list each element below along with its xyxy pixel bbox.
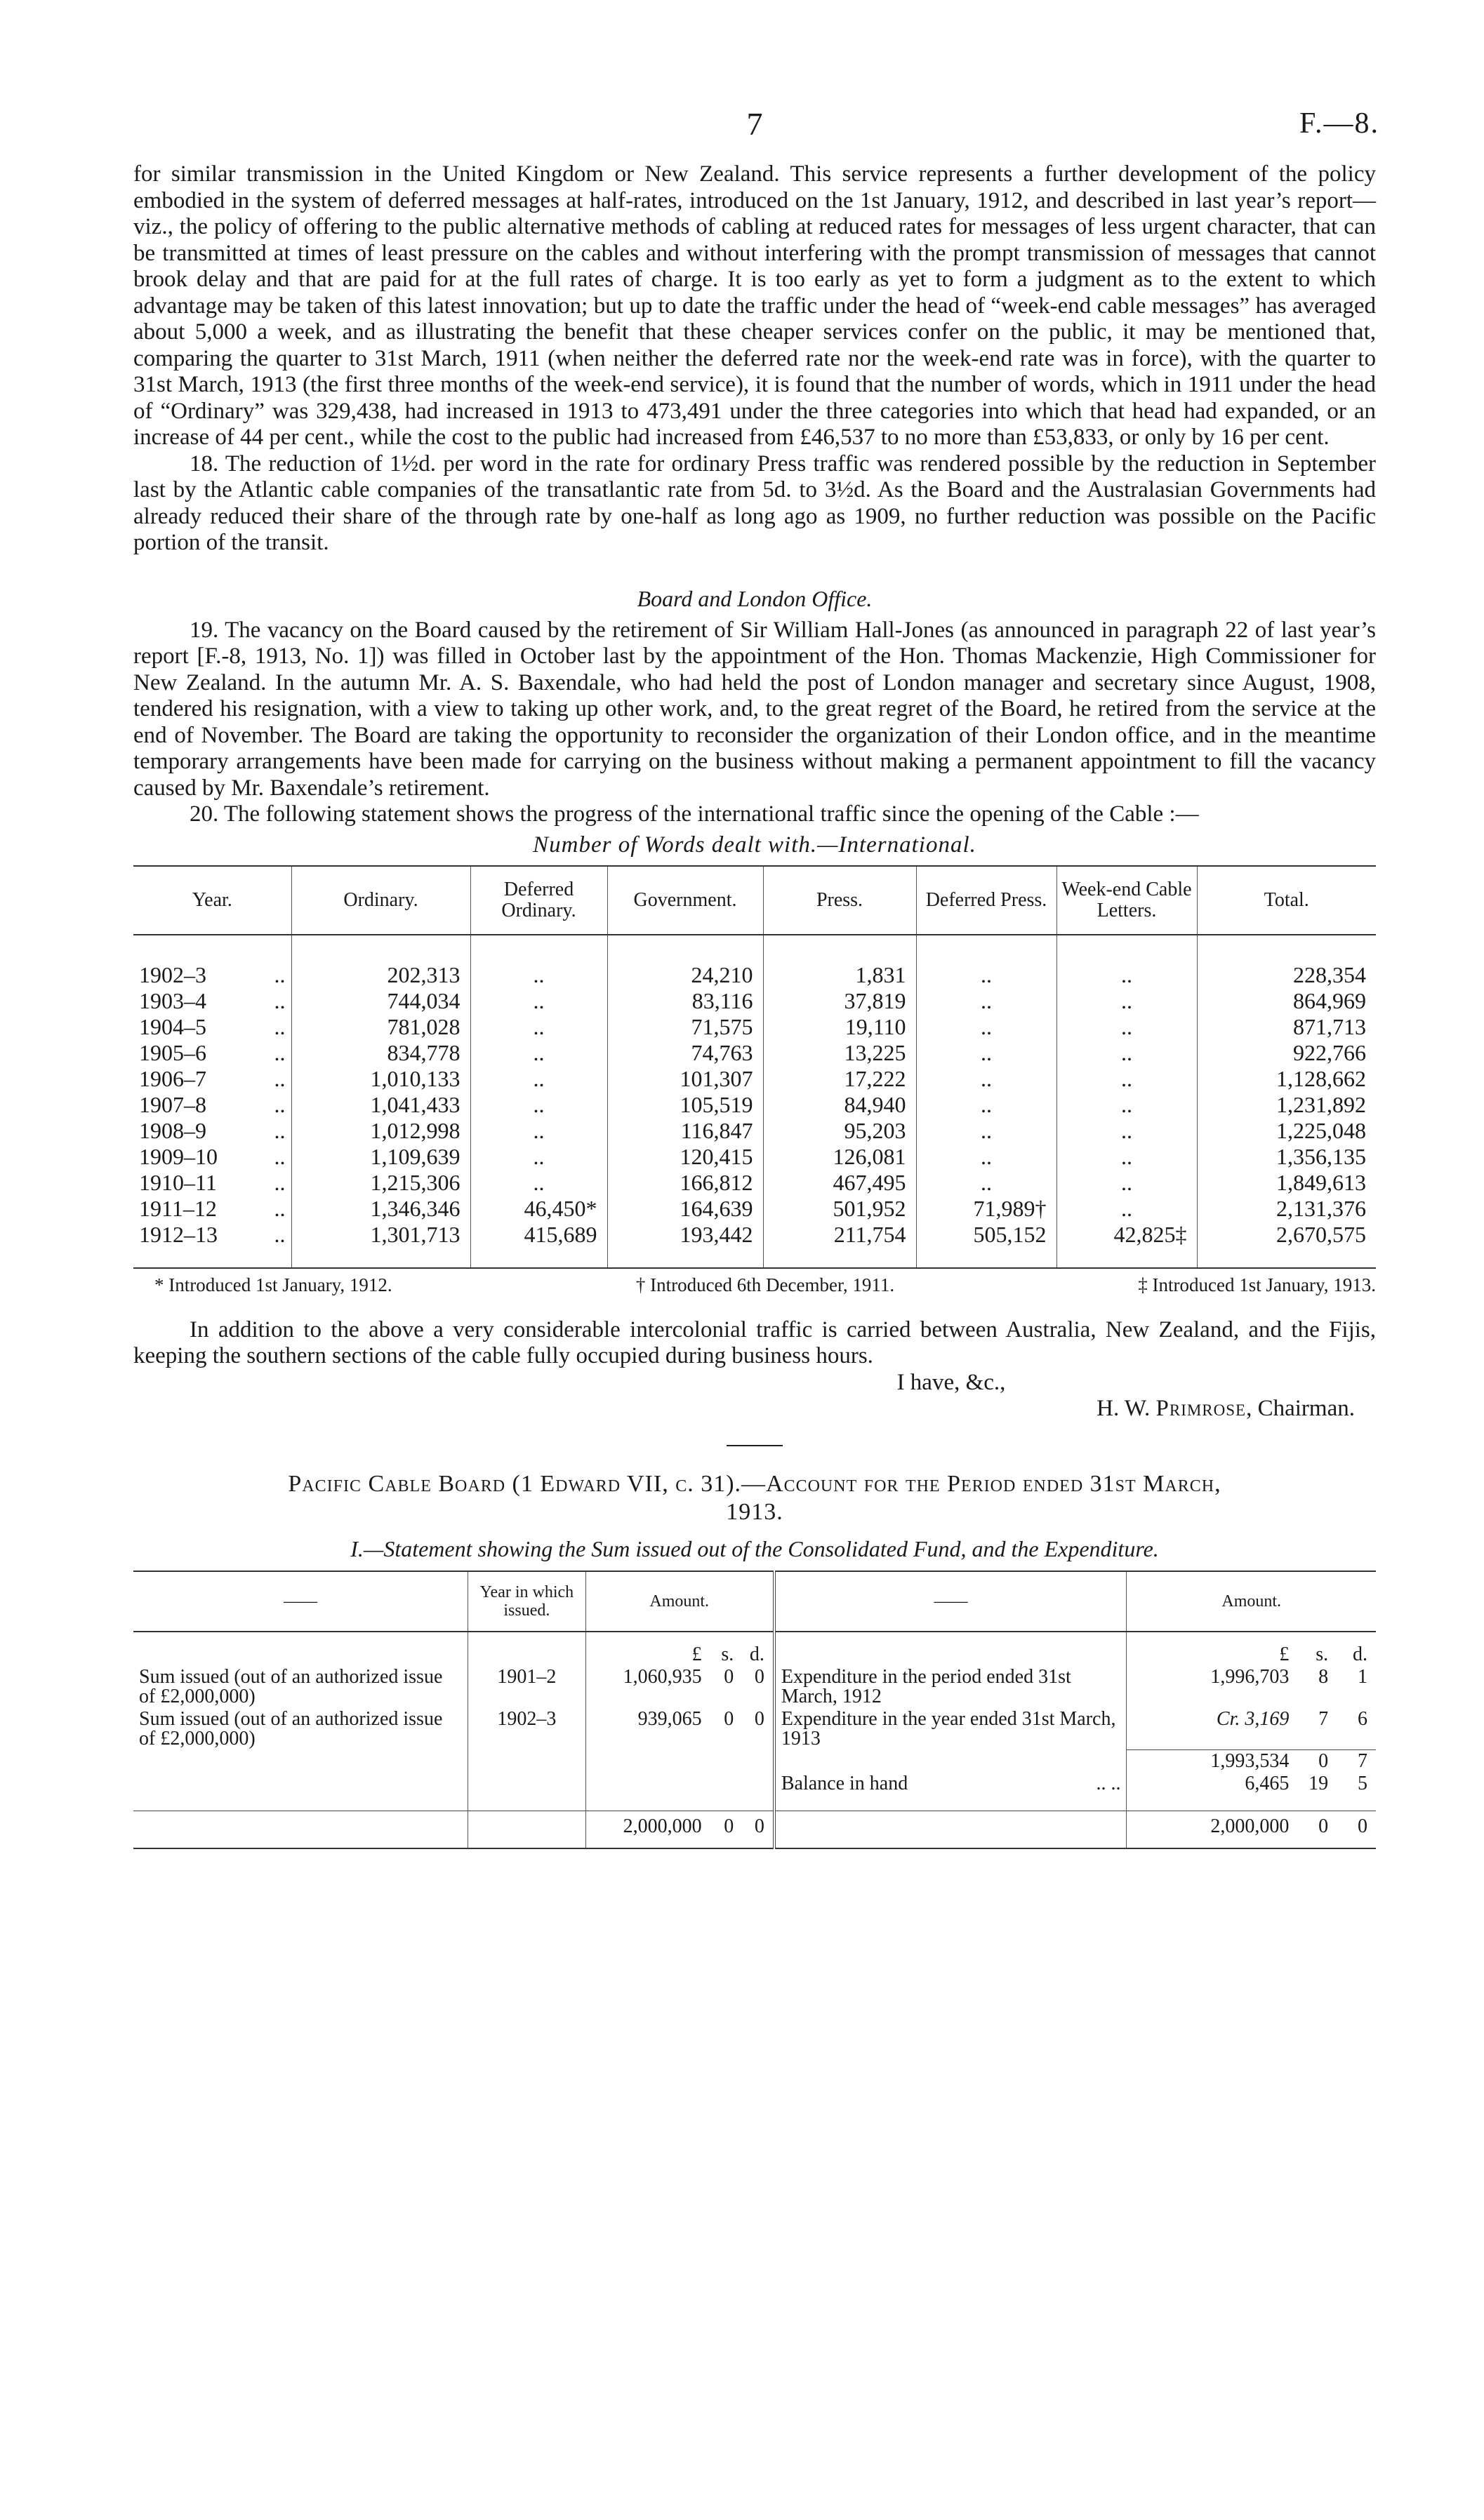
account-row-balance <box>133 1773 1376 1811</box>
traffic-cell-total: 864,969 <box>1197 988 1376 1014</box>
traffic-cell-ordinary: 1,010,133 <box>291 1066 470 1092</box>
traffic-cell-week-end: .. <box>1056 1092 1197 1118</box>
subtotal-pounds: 1,993,534 <box>1127 1750 1297 1773</box>
issue-s-1: 0 <box>724 1665 734 1688</box>
traffic-cell-deferred-press: .. <box>916 935 1056 988</box>
traffic-cell-ordinary: 1,346,346 <box>291 1196 470 1222</box>
traffic-cell-year <box>133 1144 291 1170</box>
expenditure-s-2: 7 <box>1318 1707 1329 1730</box>
balance-desc: Balance in hand <box>781 1773 908 1794</box>
traffic-cell-ordinary: 1,109,639 <box>291 1144 470 1170</box>
account-table <box>133 1571 1376 1850</box>
traffic-cell-press: 501,952 <box>763 1196 916 1222</box>
traffic-cell-ordinary: 834,778 <box>291 1040 470 1066</box>
traffic-cell-press: 37,819 <box>763 988 916 1014</box>
document-reference: F.—8. <box>1299 107 1379 140</box>
traffic-cell-week-end: .. <box>1056 1118 1197 1144</box>
traffic-cell-year <box>133 988 291 1014</box>
subtotal-s: 0 <box>1297 1750 1337 1773</box>
issue-year-2: 1902–3 <box>468 1708 585 1750</box>
traffic-cell-deferred-press: 505,152 <box>916 1222 1056 1268</box>
paragraph-20: 20. The following statement shows the progress of the international traffic since the opening of the Cable :— <box>190 801 1199 827</box>
traffic-cell-deferred-press: .. <box>916 1170 1056 1196</box>
traffic-cell-government: 116,847 <box>607 1118 763 1144</box>
traffic-cell-year <box>133 935 291 988</box>
traffic-table-body <box>133 935 1376 1268</box>
traffic-year-label: 1910–11 <box>139 1169 217 1195</box>
traffic-table <box>133 865 1376 1269</box>
traffic-table-row <box>133 1092 1376 1118</box>
traffic-cell-deferred-press: .. <box>916 988 1056 1014</box>
col-header-press: Press. <box>763 866 916 935</box>
traffic-year-leader: .. <box>274 1039 286 1065</box>
traffic-cell-deferred-ordinary: .. <box>470 935 607 988</box>
traffic-year-label: 1908–9 <box>139 1117 206 1143</box>
expenditure-d-2: 6 <box>1358 1707 1367 1730</box>
traffic-cell-total: 1,225,048 <box>1197 1118 1376 1144</box>
account-row-subtotal <box>133 1750 1376 1773</box>
traffic-cell-deferred-ordinary: .. <box>470 1092 607 1118</box>
traffic-cell-government: 193,442 <box>607 1222 763 1268</box>
balance-s: 19 <box>1309 1773 1329 1794</box>
traffic-cell-deferred-press: .. <box>916 1066 1056 1092</box>
expenditure-pounds-2: Cr. 3,169 <box>1127 1708 1297 1750</box>
traffic-cell-deferred-press: .. <box>916 1040 1056 1066</box>
left-total-s: 0 <box>710 1811 743 1849</box>
col-header-deferred-press: Deferred Press. <box>916 866 1056 935</box>
traffic-year-leader: .. <box>274 1143 286 1169</box>
traffic-table-row <box>133 1196 1376 1222</box>
account-title <box>133 1470 1376 1526</box>
signature <box>133 1396 1376 1422</box>
issue-year-1: 1901–2 <box>468 1666 585 1708</box>
currency-pound-left: £ <box>585 1632 710 1666</box>
traffic-cell-ordinary: 1,301,713 <box>291 1222 470 1268</box>
traffic-cell-ordinary: 1,215,306 <box>291 1170 470 1196</box>
acct-header-year: Year in which issued. <box>468 1571 585 1632</box>
traffic-table-caption: Number of Words dealt with.—International. <box>533 832 976 858</box>
page-number: 7 <box>746 106 763 142</box>
traffic-year-leader: .. <box>274 987 286 1013</box>
balance-leader: .. .. <box>1096 1773 1121 1794</box>
traffic-cell-ordinary: 202,313 <box>291 935 470 988</box>
traffic-table-row <box>133 1144 1376 1170</box>
traffic-cell-year <box>133 1092 291 1118</box>
traffic-cell-press: 17,222 <box>763 1066 916 1092</box>
traffic-cell-deferred-press: .. <box>916 1118 1056 1144</box>
traffic-table-row <box>133 1222 1376 1268</box>
traffic-year-leader: .. <box>274 1091 286 1117</box>
traffic-cell-deferred-ordinary: 46,450* <box>470 1196 607 1222</box>
paragraph-18: 18. The reduction of 1½d. per word in the rate for ordinary Press traffic was rendered possible by the reduction in September last by the Atlantic cable companies of the transatlantic rate from 5d. to 3½d. As the Board and the Australasian Governments had already reduced their share of the through rate by one-half as long ago as 1909, no further reduction was possible on the Pacific portion of the transit. <box>133 451 1376 555</box>
traffic-cell-total: 2,131,376 <box>1197 1196 1376 1222</box>
traffic-cell-total: 2,670,575 <box>1197 1222 1376 1268</box>
account-table-header <box>133 1571 1376 1632</box>
account-title-line2: 1913. <box>726 1498 783 1525</box>
acct-header-right-amount: Amount. <box>1127 1571 1376 1632</box>
traffic-cell-week-end: .. <box>1056 1040 1197 1066</box>
left-total-d: 0 <box>742 1811 774 1849</box>
traffic-cell-press: 126,081 <box>763 1144 916 1170</box>
traffic-year-label: 1905–6 <box>139 1039 206 1065</box>
traffic-table-row <box>133 1118 1376 1144</box>
traffic-cell-deferred-ordinary: .. <box>470 1040 607 1066</box>
right-total-pounds: 2,000,000 <box>1127 1811 1297 1849</box>
traffic-cell-press: 211,754 <box>763 1222 916 1268</box>
section-title: Board and London Office. <box>637 585 873 611</box>
traffic-year-label: 1911–12 <box>139 1195 217 1221</box>
traffic-year-label: 1909–10 <box>139 1143 218 1169</box>
traffic-cell-press: 467,495 <box>763 1170 916 1196</box>
traffic-cell-government: 105,519 <box>607 1092 763 1118</box>
traffic-cell-press: 95,203 <box>763 1118 916 1144</box>
traffic-cell-year <box>133 1014 291 1040</box>
traffic-cell-press: 19,110 <box>763 1014 916 1040</box>
left-total-pounds: 2,000,000 <box>585 1811 710 1849</box>
col-header-total: Total. <box>1197 866 1376 935</box>
traffic-cell-press: 84,940 <box>763 1092 916 1118</box>
traffic-year-leader: .. <box>274 1065 286 1091</box>
currency-s-left: s. <box>721 1643 734 1665</box>
traffic-cell-total: 1,849,613 <box>1197 1170 1376 1196</box>
traffic-cell-week-end: .. <box>1056 1144 1197 1170</box>
issue-s-2: 0 <box>724 1707 734 1730</box>
traffic-cell-week-end: .. <box>1056 1066 1197 1092</box>
signatory-title: , Chairman. <box>1246 1396 1355 1421</box>
traffic-cell-government: 120,415 <box>607 1144 763 1170</box>
expenditure-desc-2: Expenditure in the year ended 31st March, 1913 <box>774 1708 1127 1750</box>
traffic-cell-year <box>133 1170 291 1196</box>
traffic-year-leader: .. <box>274 1195 286 1221</box>
footnote-week-end: ‡ Introduced 1st January, 1913. <box>1138 1274 1376 1295</box>
traffic-cell-week-end: 42,825‡ <box>1056 1222 1197 1268</box>
subtotal-d: 7 <box>1337 1750 1376 1773</box>
traffic-cell-ordinary: 1,041,433 <box>291 1092 470 1118</box>
traffic-table-row <box>133 1040 1376 1066</box>
col-header-week-end: Week-end Cable Letters. <box>1056 866 1197 935</box>
traffic-cell-year <box>133 1196 291 1222</box>
traffic-cell-deferred-ordinary: .. <box>470 988 607 1014</box>
right-total-s: 0 <box>1297 1811 1337 1849</box>
traffic-table-row <box>133 1014 1376 1040</box>
statement-title: I.—Statement showing the Sum issued out of the Consolidated Fund, and the Expenditure. <box>350 1535 1159 1561</box>
traffic-cell-total: 922,766 <box>1197 1040 1376 1066</box>
traffic-table-row <box>133 1066 1376 1092</box>
currency-d-left: d. <box>749 1643 764 1665</box>
footnote-deferred-ordinary: * Introduced 1st January, 1912. <box>154 1274 392 1295</box>
signatory-name: Primrose <box>1155 1396 1247 1421</box>
acct-header-left-desc: —— <box>133 1571 468 1632</box>
traffic-cell-government: 71,575 <box>607 1014 763 1040</box>
paragraph-19: 19. The vacancy on the Board caused by the retirement of Sir William Hall-Jones (as announced in paragraph 22 of last year’s report [F.-8, 1913, No. 1]) was filled in October last by the appointment of the Hon. Thomas Mackenzie, High Commissioner for New Zealand. In the autumn Mr. A. S. Baxendale, who had held the post of London manager and secretary since August, 1908, tendered his resignation, with a view to taking up other work, and, to the great regret of the Board, he retired from the service at the end of November. The Board are taking the opportunity to reconsider the organization of their London office, and in the meantime temporary arrangements have been made for carrying on the business without making a permanent appointment to fill the vacancy caused by Mr. Baxendale’s retirement. <box>133 617 1376 801</box>
traffic-cell-government: 24,210 <box>607 935 763 988</box>
traffic-year-label: 1902–3 <box>139 961 206 987</box>
traffic-table-row <box>133 1170 1376 1196</box>
currency-row <box>133 1632 1376 1666</box>
traffic-year-label: 1906–7 <box>139 1065 206 1091</box>
paragraph-continued: for similar transmission in the United Kingdom or New Zealand. This service represents a further development of the policy embodied in the system of deferred messages at half-rates, introduced on the 1st January, 1912, and described in last year’s report—viz., the policy of offering to the public alternative methods of cabling at reduced rates for messages of less urgent character, that can be transmitted at times of least pressure on the cables and without interfering with the prompt transmission of messages that cannot brook delay and that are paid for at the full rates of charge. It is too early as yet to form a judgment as to the extent to which advantage may be taken of this latest innovation; but up to date the traffic under the head of “week-end cable messages” has averaged about 5,000 a week, and as illustrating the benefit that these cheaper services confer on the public, it may be mentioned that, comparing the quarter to 31st March, 1911 (when neither the deferred rate nor the week-end rate was in force), with the quarter to 31st March, 1913 (the first three months of the week-end service), it is found that the number of words, which in 1911 under the head of “Ordinary” was 329,438, had increased in 1913 to 473,491 under the three categories into which that head had expanded, or an increase of 44 per cent., while the cost to the public had increased from £46,537 to no more than £53,833, or only by 16 per cent. <box>133 161 1376 450</box>
traffic-cell-deferred-press: .. <box>916 1144 1056 1170</box>
footnote-deferred-press: † Introduced 6th December, 1911. <box>635 1274 895 1295</box>
expenditure-desc-1: Expenditure in the period ended 31st March, 1912 <box>774 1666 1127 1708</box>
traffic-cell-ordinary: 744,034 <box>291 988 470 1014</box>
traffic-cell-press: 13,225 <box>763 1040 916 1066</box>
traffic-cell-year <box>133 1040 291 1066</box>
issue-pounds-2: 939,065 <box>585 1708 710 1750</box>
acct-header-right-desc: —— <box>774 1571 1127 1632</box>
traffic-year-leader: .. <box>274 1117 286 1143</box>
traffic-cell-week-end: .. <box>1056 1014 1197 1040</box>
traffic-year-leader: .. <box>274 1169 286 1195</box>
traffic-cell-deferred-ordinary: .. <box>470 1118 607 1144</box>
traffic-cell-government: 74,763 <box>607 1040 763 1066</box>
traffic-year-label: 1907–8 <box>139 1091 206 1117</box>
traffic-cell-year <box>133 1222 291 1268</box>
traffic-table-header <box>133 866 1376 935</box>
traffic-cell-week-end: .. <box>1056 1196 1197 1222</box>
traffic-year-label: 1912–13 <box>139 1221 218 1247</box>
traffic-cell-government: 166,812 <box>607 1170 763 1196</box>
issue-d-1: 0 <box>754 1665 764 1688</box>
col-header-ordinary: Ordinary. <box>291 866 470 935</box>
traffic-cell-deferred-ordinary: .. <box>470 1144 607 1170</box>
traffic-cell-week-end: .. <box>1056 1170 1197 1196</box>
acct-header-amount: Amount. <box>585 1571 774 1632</box>
issue-desc-2: Sum issued (out of an authorized issue of £2,000,000) <box>139 1707 443 1749</box>
traffic-cell-year <box>133 1066 291 1092</box>
currency-d-right: d. <box>1353 1643 1367 1665</box>
section-divider <box>727 1445 783 1446</box>
account-row-total <box>133 1811 1376 1849</box>
traffic-year-leader: .. <box>274 1221 286 1247</box>
traffic-cell-total: 1,231,892 <box>1197 1092 1376 1118</box>
traffic-cell-deferred-ordinary: .. <box>470 1066 607 1092</box>
expenditure-pounds-1: 1,996,703 <box>1127 1666 1297 1708</box>
traffic-cell-ordinary: 781,028 <box>291 1014 470 1040</box>
document-page <box>133 105 1379 1849</box>
traffic-cell-year <box>133 1118 291 1144</box>
traffic-cell-total: 1,356,135 <box>1197 1144 1376 1170</box>
traffic-table-row <box>133 988 1376 1014</box>
closing-block <box>133 1317 1376 1422</box>
traffic-cell-ordinary: 1,012,998 <box>291 1118 470 1144</box>
currency-s-right: s. <box>1316 1643 1329 1665</box>
issue-d-2: 0 <box>754 1707 764 1730</box>
col-header-year: Year. <box>133 866 291 935</box>
balance-pounds: 6,465 <box>1127 1773 1297 1811</box>
page-header <box>133 105 1379 161</box>
signatory-initials: H. W. <box>1097 1396 1151 1421</box>
traffic-footnotes <box>154 1274 1376 1296</box>
traffic-cell-deferred-press: 71,989† <box>916 1196 1056 1222</box>
traffic-year-leader: .. <box>274 961 286 987</box>
traffic-cell-deferred-ordinary: .. <box>470 1014 607 1040</box>
right-total-d: 0 <box>1337 1811 1376 1849</box>
traffic-table-row <box>133 935 1376 988</box>
traffic-cell-deferred-ordinary: .. <box>470 1170 607 1196</box>
currency-pound-right: £ <box>1127 1632 1297 1666</box>
account-title-line1: Pacific Cable Board (1 Edward VII, c. 31).—Account for the Period ended 31st March, <box>288 1470 1221 1497</box>
expenditure-d-1: 1 <box>1358 1665 1367 1688</box>
issue-desc-1: Sum issued (out of an authorized issue of £2,000,000) <box>139 1665 443 1707</box>
expenditure-s-1: 8 <box>1318 1665 1329 1688</box>
traffic-cell-total: 228,354 <box>1197 935 1376 988</box>
account-row-2 <box>133 1708 1376 1750</box>
traffic-cell-government: 83,116 <box>607 988 763 1014</box>
traffic-cell-week-end: .. <box>1056 935 1197 988</box>
account-row-1 <box>133 1666 1376 1708</box>
closing-paragraph: In addition to the above a very considerable intercolonial traffic is carried between Australia, New Zealand, and the Fijis, keeping the southern sections of the cable fully occupied during business hours. <box>133 1316 1376 1368</box>
traffic-year-leader: .. <box>274 1013 286 1039</box>
traffic-cell-deferred-press: .. <box>916 1092 1056 1118</box>
traffic-cell-government: 164,639 <box>607 1196 763 1222</box>
col-header-deferred-ordinary: Deferred Ordinary. <box>470 866 607 935</box>
traffic-year-label: 1904–5 <box>139 1013 206 1039</box>
traffic-cell-press: 1,831 <box>763 935 916 988</box>
balance-d: 5 <box>1358 1773 1367 1794</box>
traffic-cell-government: 101,307 <box>607 1066 763 1092</box>
balance-label <box>774 1773 1127 1811</box>
traffic-cell-week-end: .. <box>1056 988 1197 1014</box>
traffic-year-label: 1903–4 <box>139 987 206 1013</box>
issue-pounds-1: 1,060,935 <box>585 1666 710 1708</box>
traffic-cell-total: 871,713 <box>1197 1014 1376 1040</box>
col-header-government: Government. <box>607 866 763 935</box>
traffic-cell-deferred-press: .. <box>916 1014 1056 1040</box>
traffic-cell-deferred-ordinary: 415,689 <box>470 1222 607 1268</box>
traffic-cell-total: 1,128,662 <box>1197 1066 1376 1092</box>
salutation: I have, &c., <box>896 1369 1006 1395</box>
